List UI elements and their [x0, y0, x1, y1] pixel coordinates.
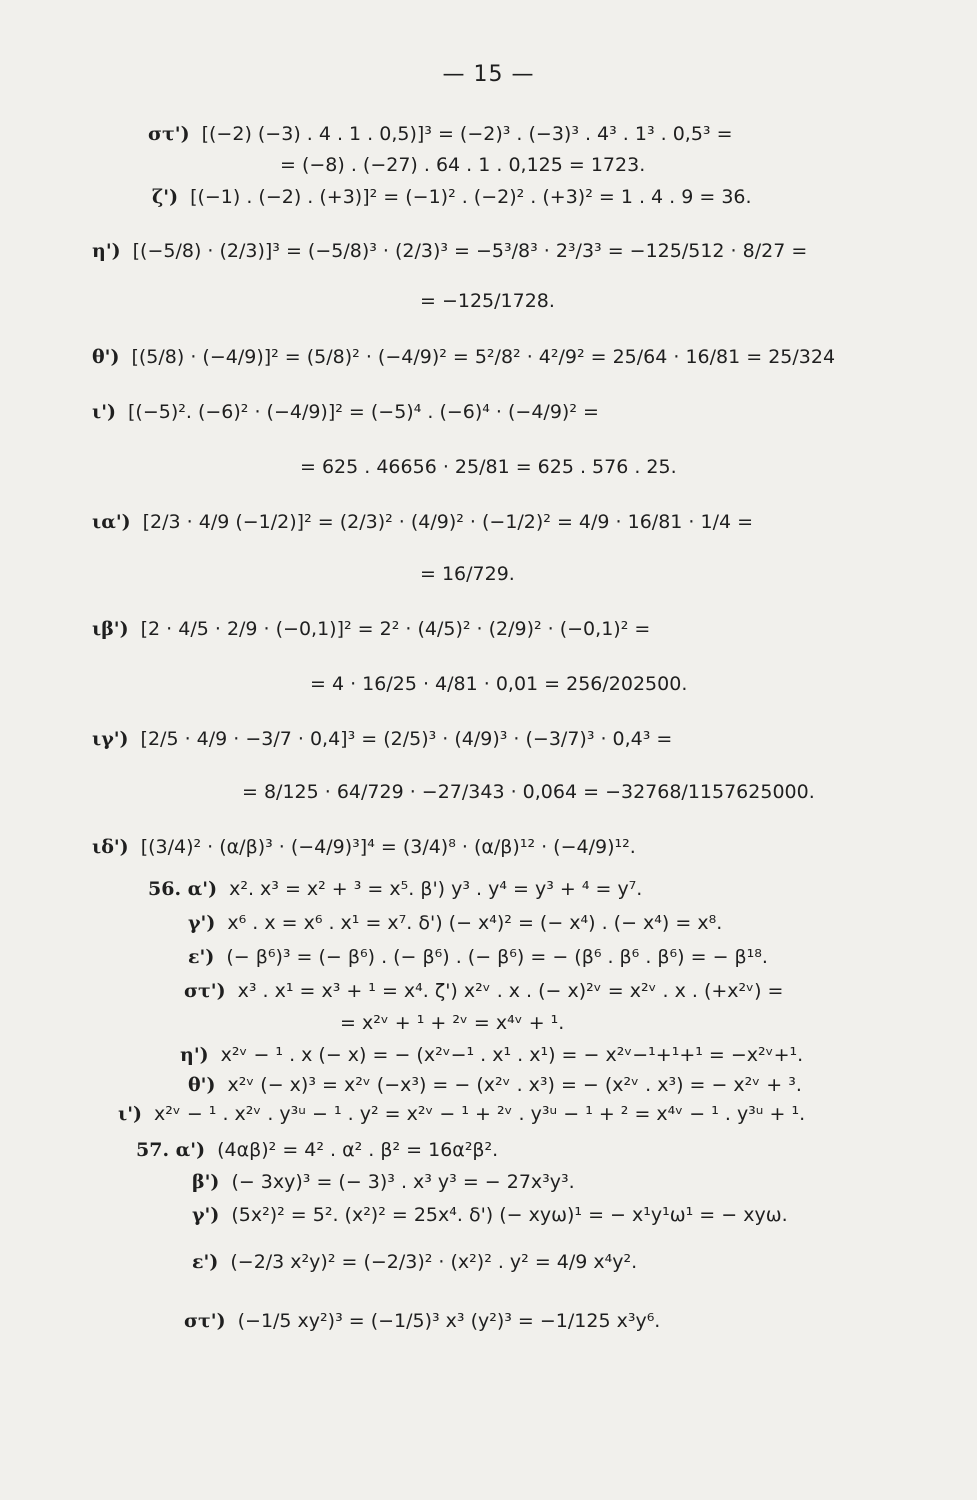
item-label: γ') — [192, 1204, 220, 1226]
solution-line — [152, 188, 752, 207]
math-expression: x². x³ = x² + ³ = x⁵. β') y³ . y⁴ = y³ + ⁴ = y⁷. — [229, 878, 643, 900]
solution-line — [192, 1253, 637, 1272]
solution-line — [188, 948, 768, 967]
math-expression: = x²ᵛ + ¹ + ²ᵛ = x⁴ᵛ + ¹. — [340, 1012, 565, 1034]
item-label: ιγ') — [92, 728, 129, 750]
math-expression: (− β⁶)³ = (− β⁶) . (− β⁶) . (− β⁶) = − (β⁶ . β⁶ . β⁶) = − β¹⁸. — [226, 946, 768, 968]
math-expression: x³ . x¹ = x³ + ¹ = x⁴. ζ') x²ᵛ . x . (− x)²ᵛ = x²ᵛ . x . (+x²ᵛ) = — [237, 980, 784, 1002]
solution-line — [188, 1076, 802, 1095]
solution-line — [92, 403, 599, 422]
item-label: 57. α') — [136, 1139, 206, 1161]
solution-line — [280, 156, 645, 175]
item-label: η') — [180, 1044, 209, 1066]
math-expression: = 4 · 16/25 · 4/81 · 0,01 = 256/202500. — [310, 673, 688, 695]
solution-line — [184, 1312, 660, 1331]
item-label: ια') — [92, 511, 131, 533]
solution-line — [180, 1046, 803, 1065]
solution-line — [92, 242, 807, 261]
item-label: ι') — [118, 1103, 143, 1125]
item-label: γ') — [188, 912, 216, 934]
item-label: στ') — [184, 980, 226, 1002]
math-expression: [(3/4)² · (α/β)³ · (−4/9)³]⁴ = (3/4)⁸ · (α/β)¹² · (−4/9)¹². — [140, 836, 636, 858]
math-expression: (5x²)² = 5². (x²)² = 25x⁴. δ') (− xyω)¹ = − x¹y¹ω¹ = − xyω. — [231, 1204, 788, 1226]
solution-line — [340, 1014, 564, 1033]
item-label: θ') — [188, 1074, 216, 1096]
math-expression: [(−2) (−3) . 4 . 1 . 0,5)]³ = (−2)³ . (−3)³ . 4³ . 1³ . 0,5³ = — [201, 123, 733, 145]
solution-line — [188, 914, 722, 933]
math-expression: (− 3xy)³ = (− 3)³ . x³ y³ = − 27x³y³. — [231, 1171, 575, 1193]
solution-line — [148, 880, 642, 899]
math-expression: = 8/125 · 64/729 · −27/343 · 0,064 = −32768/1157625000. — [242, 781, 815, 803]
item-label: στ') — [148, 123, 190, 145]
math-expression: [(5/8) · (−4/9)]² = (5/8)² · (−4/9)² = 5²/8² · 4²/9² = 25/64 · 16/81 = 25/324 — [131, 346, 836, 368]
math-expression: = −125/1728. — [420, 290, 555, 312]
math-expression: = 16/729. — [420, 563, 515, 585]
solution-line — [192, 1206, 788, 1225]
solution-line — [92, 730, 672, 749]
solution-line — [118, 1105, 805, 1124]
math-expression: (4αβ)² = 4² . α² . β² = 16α²β². — [217, 1139, 499, 1161]
item-label: 56. α') — [148, 878, 218, 900]
math-expression: (−1/5 xy²)³ = (−1/5)³ x³ (y²)³ = −1/125 x³y⁶. — [237, 1310, 661, 1332]
math-expression: x²ᵛ (− x)³ = x²ᵛ (−x³) = − (x²ᵛ . x³) = − (x²ᵛ . x³) = − x²ᵛ + ³. — [227, 1074, 802, 1096]
item-label: ι') — [92, 401, 117, 423]
solution-line — [242, 783, 815, 802]
solution-line — [148, 125, 733, 144]
math-expression: [2 · 4/5 · 2/9 · (−0,1)]² = 2² · (4/5)² · (2/9)² · (−0,1)² = — [140, 618, 651, 640]
solution-line — [92, 348, 835, 367]
solution-line — [310, 675, 687, 694]
math-expression: x⁶ . x = x⁶ . x¹ = x⁷. δ') (− x⁴)² = (− x⁴) . (− x⁴) = x⁸. — [227, 912, 723, 934]
math-expression: = (−8) . (−27) . 64 . 1 . 0,125 = 1723. — [280, 154, 646, 176]
item-label: ιδ') — [92, 836, 129, 858]
math-expression: x²ᵛ − ¹ . x (− x) = − (x²ᵛ−¹ . x¹ . x¹) = − x²ᵛ−¹+¹+¹ = −x²ᵛ+¹. — [220, 1044, 804, 1066]
solution-line — [92, 513, 753, 532]
math-expression: [2/5 · 4/9 · −3/7 · 0,4]³ = (2/5)³ · (4/9)³ · (−3/7)³ · 0,4³ = — [140, 728, 673, 750]
solution-line — [192, 1173, 575, 1192]
item-label: θ') — [92, 346, 120, 368]
math-expression: x²ᵛ − ¹ . x²ᵛ . y³ᵘ − ¹ . y² = x²ᵛ − ¹ + ²ᵛ . y³ᵘ − ¹ + ² = x⁴ᵛ − ¹ . y³ᵘ + ¹. — [154, 1103, 806, 1125]
solution-line — [184, 982, 783, 1001]
item-label: ιβ') — [92, 618, 129, 640]
solution-line — [300, 458, 677, 477]
math-expression: [(−1) . (−2) . (+3)]² = (−1)² . (−2)² . (+3)² = 1 . 4 . 9 = 36. — [190, 186, 752, 208]
math-expression: (−2/3 x²y)² = (−2/3)² · (x²)² . y² = 4/9 x⁴y². — [230, 1251, 638, 1273]
item-label: ζ') — [152, 186, 179, 208]
item-label: στ') — [184, 1310, 226, 1332]
page-number: — 15 — — [442, 62, 535, 87]
solution-line — [136, 1141, 498, 1160]
solution-line — [92, 620, 650, 639]
item-label: η') — [92, 240, 121, 262]
math-expression: [(−5)². (−6)² · (−4/9)]² = (−5)⁴ . (−6)⁴ · (−4/9)² = — [128, 401, 599, 423]
math-expression: [2/3 · 4/9 (−1/2)]² = (2/3)² · (4/9)² · (−1/2)² = 4/9 · 16/81 · 1/4 = — [142, 511, 754, 533]
math-expression: [(−5/8) · (2/3)]³ = (−5/8)³ · (2/3)³ = −5³/8³ · 2³/3³ = −125/512 · 8/27 = — [132, 240, 808, 262]
math-expression: = 625 . 46656 · 25/81 = 625 . 576 . 25. — [300, 456, 677, 478]
solution-line — [420, 292, 555, 311]
item-label: β') — [192, 1171, 220, 1193]
solution-line — [92, 838, 636, 857]
item-label: ε') — [188, 946, 215, 968]
solution-line — [420, 565, 515, 584]
item-label: ε') — [192, 1251, 219, 1273]
